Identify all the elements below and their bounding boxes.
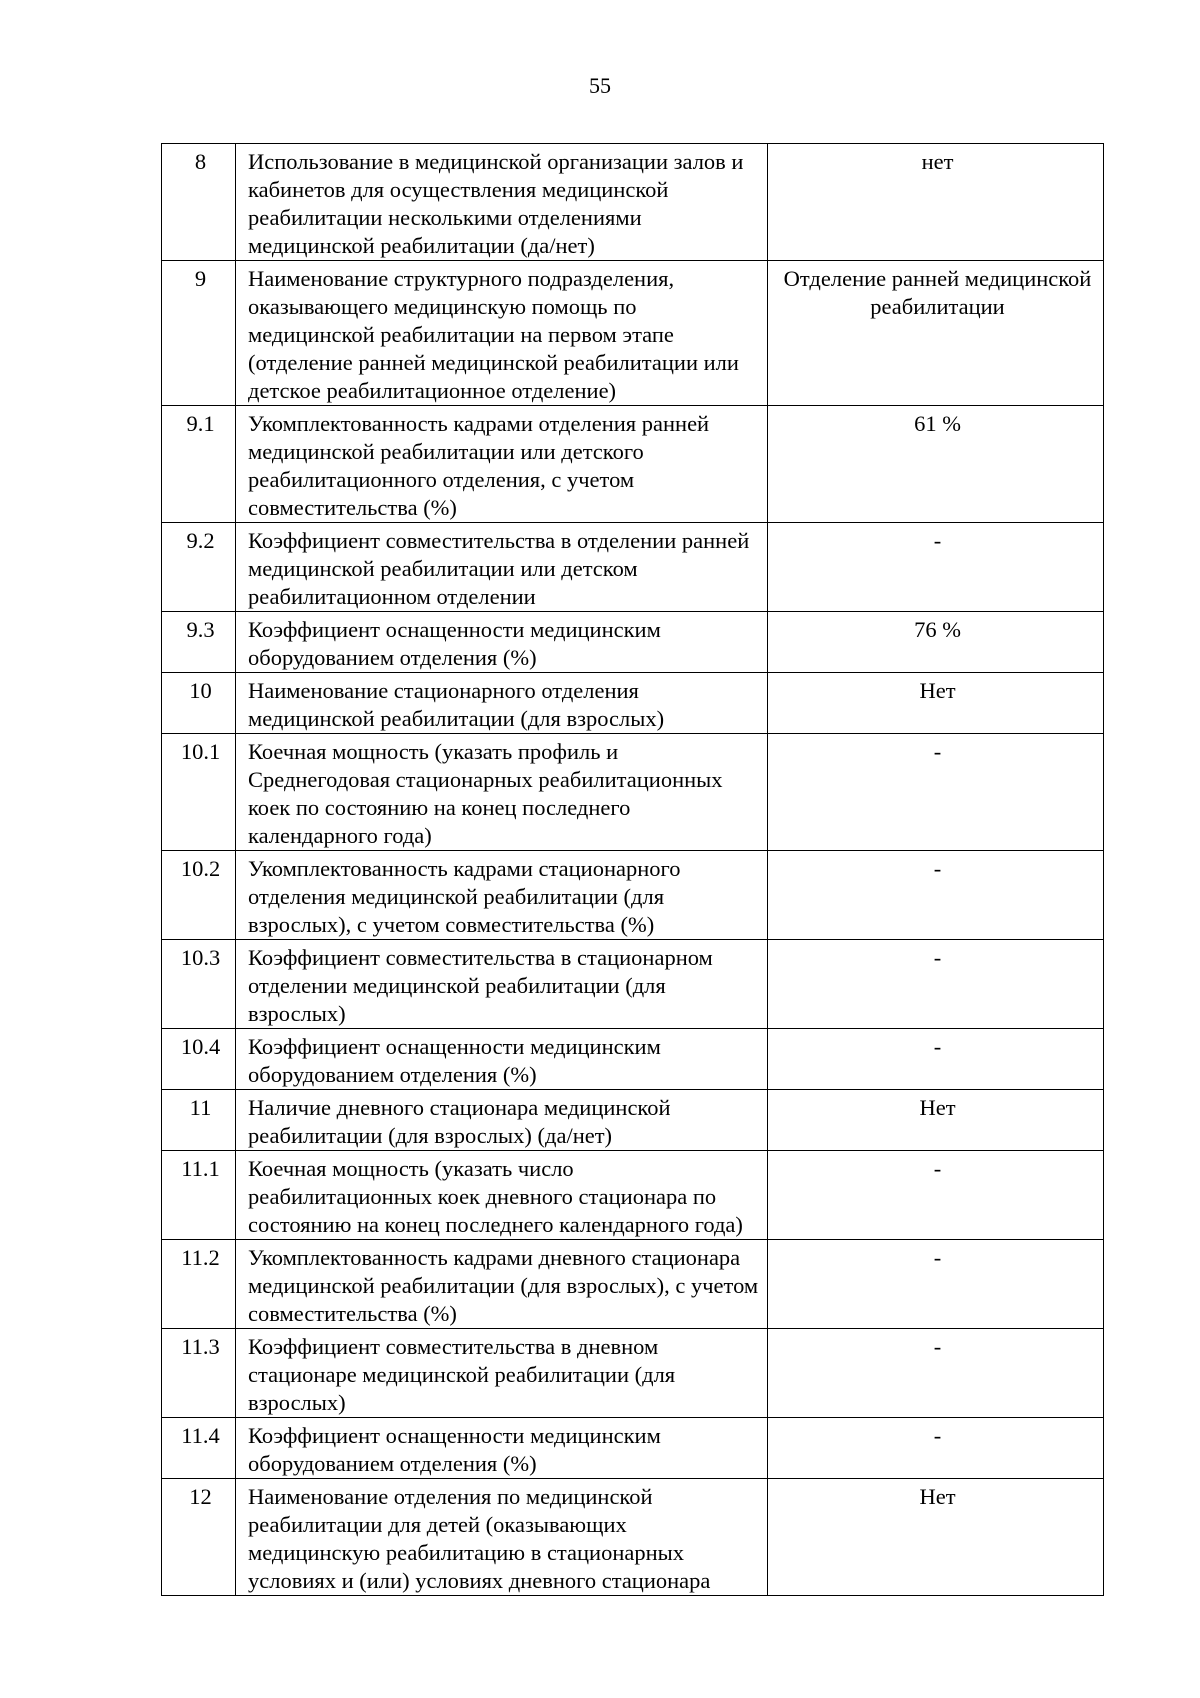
row-number: 10.2 [162,851,236,940]
row-description: Наличие дневного стационара медицинской реабилитации (для взрослых) (да/нет) [236,1090,768,1151]
row-number: 11.4 [162,1418,236,1479]
row-number: 8 [162,144,236,261]
row-value: нет [768,144,1104,261]
row-number: 9 [162,261,236,406]
table-row [162,851,1104,940]
row-value: Нет [768,673,1104,734]
table-row [162,940,1104,1029]
row-value: - [768,734,1104,851]
table-row [162,612,1104,673]
row-number: 11.2 [162,1240,236,1329]
row-value: - [768,940,1104,1029]
row-description: Коэффициент оснащенности медицинским оборудованием отделения (%) [236,1029,768,1090]
row-value: - [768,1240,1104,1329]
row-value: Нет [768,1479,1104,1596]
row-description: Укомплектованность кадрами дневного стационара медицинской реабилитации (для взрослых), с учетом совместительства (%) [236,1240,768,1329]
row-number: 11 [162,1090,236,1151]
row-number: 11.1 [162,1151,236,1240]
table-row [162,1240,1104,1329]
row-description: Наименование структурного подразделения, оказывающего медицинскую помощь по медицинской реабилитации на первом этапе (отделение ранней медицинской реабилитации или детское реабилитационное отделение) [236,261,768,406]
row-value: - [768,1029,1104,1090]
row-value: 76 % [768,612,1104,673]
row-value: - [768,523,1104,612]
row-value: - [768,1418,1104,1479]
table-row [162,406,1104,523]
row-description: Использование в медицинской организации залов и кабинетов для осуществления медицинской реабилитации несколькими отделениями медицинской реабилитации (да/нет) [236,144,768,261]
table-row [162,1090,1104,1151]
row-value: 61 % [768,406,1104,523]
row-number: 10.3 [162,940,236,1029]
row-number: 12 [162,1479,236,1596]
row-number: 11.3 [162,1329,236,1418]
data-table [161,143,1104,1596]
table-row [162,1418,1104,1479]
table-row [162,1329,1104,1418]
row-value: Нет [768,1090,1104,1151]
row-description: Наименование отделения по медицинской реабилитации для детей (оказывающих медицинскую реабилитацию в стационарных условиях и (или) условиях дневного стационара [236,1479,768,1596]
row-description: Коэффициент совместительства в отделении ранней медицинской реабилитации или детском реабилитационном отделении [236,523,768,612]
table-row [162,1479,1104,1596]
table-row [162,734,1104,851]
row-value: Отделение ранней медицинской реабилитации [768,261,1104,406]
row-description: Коечная мощность (указать число реабилитационных коек дневного стационара по состоянию на конец последнего календарного года) [236,1151,768,1240]
table-row [162,673,1104,734]
table-row [162,1151,1104,1240]
row-number: 9.2 [162,523,236,612]
row-description: Укомплектованность кадрами стационарного отделения медицинской реабилитации (для взрослых), с учетом совместительства (%) [236,851,768,940]
table-row [162,523,1104,612]
row-value: - [768,1151,1104,1240]
row-description: Коэффициент оснащенности медицинским оборудованием отделения (%) [236,612,768,673]
table-row [162,261,1104,406]
row-number: 9.1 [162,406,236,523]
row-value: - [768,1329,1104,1418]
page-number: 55 [589,73,611,98]
table-row [162,1029,1104,1090]
table-row [162,144,1104,261]
row-description: Коечная мощность (указать профиль и Среднегодовая стационарных реабилитационных коек по состоянию на конец последнего календарного года) [236,734,768,851]
row-description: Коэффициент оснащенности медицинским оборудованием отделения (%) [236,1418,768,1479]
row-value: - [768,851,1104,940]
row-description: Коэффициент совместительства в дневном стационаре медицинской реабилитации (для взрослых) [236,1329,768,1418]
row-number: 10.1 [162,734,236,851]
row-number: 10 [162,673,236,734]
row-description: Наименование стационарного отделения медицинской реабилитации (для взрослых) [236,673,768,734]
row-description: Укомплектованность кадрами отделения ранней медицинской реабилитации или детского реабилитационного отделения, с учетом совместительства (%) [236,406,768,523]
row-number: 9.3 [162,612,236,673]
row-description: Коэффициент совместительства в стационарном отделении медицинской реабилитации (для взрослых) [236,940,768,1029]
row-number: 10.4 [162,1029,236,1090]
